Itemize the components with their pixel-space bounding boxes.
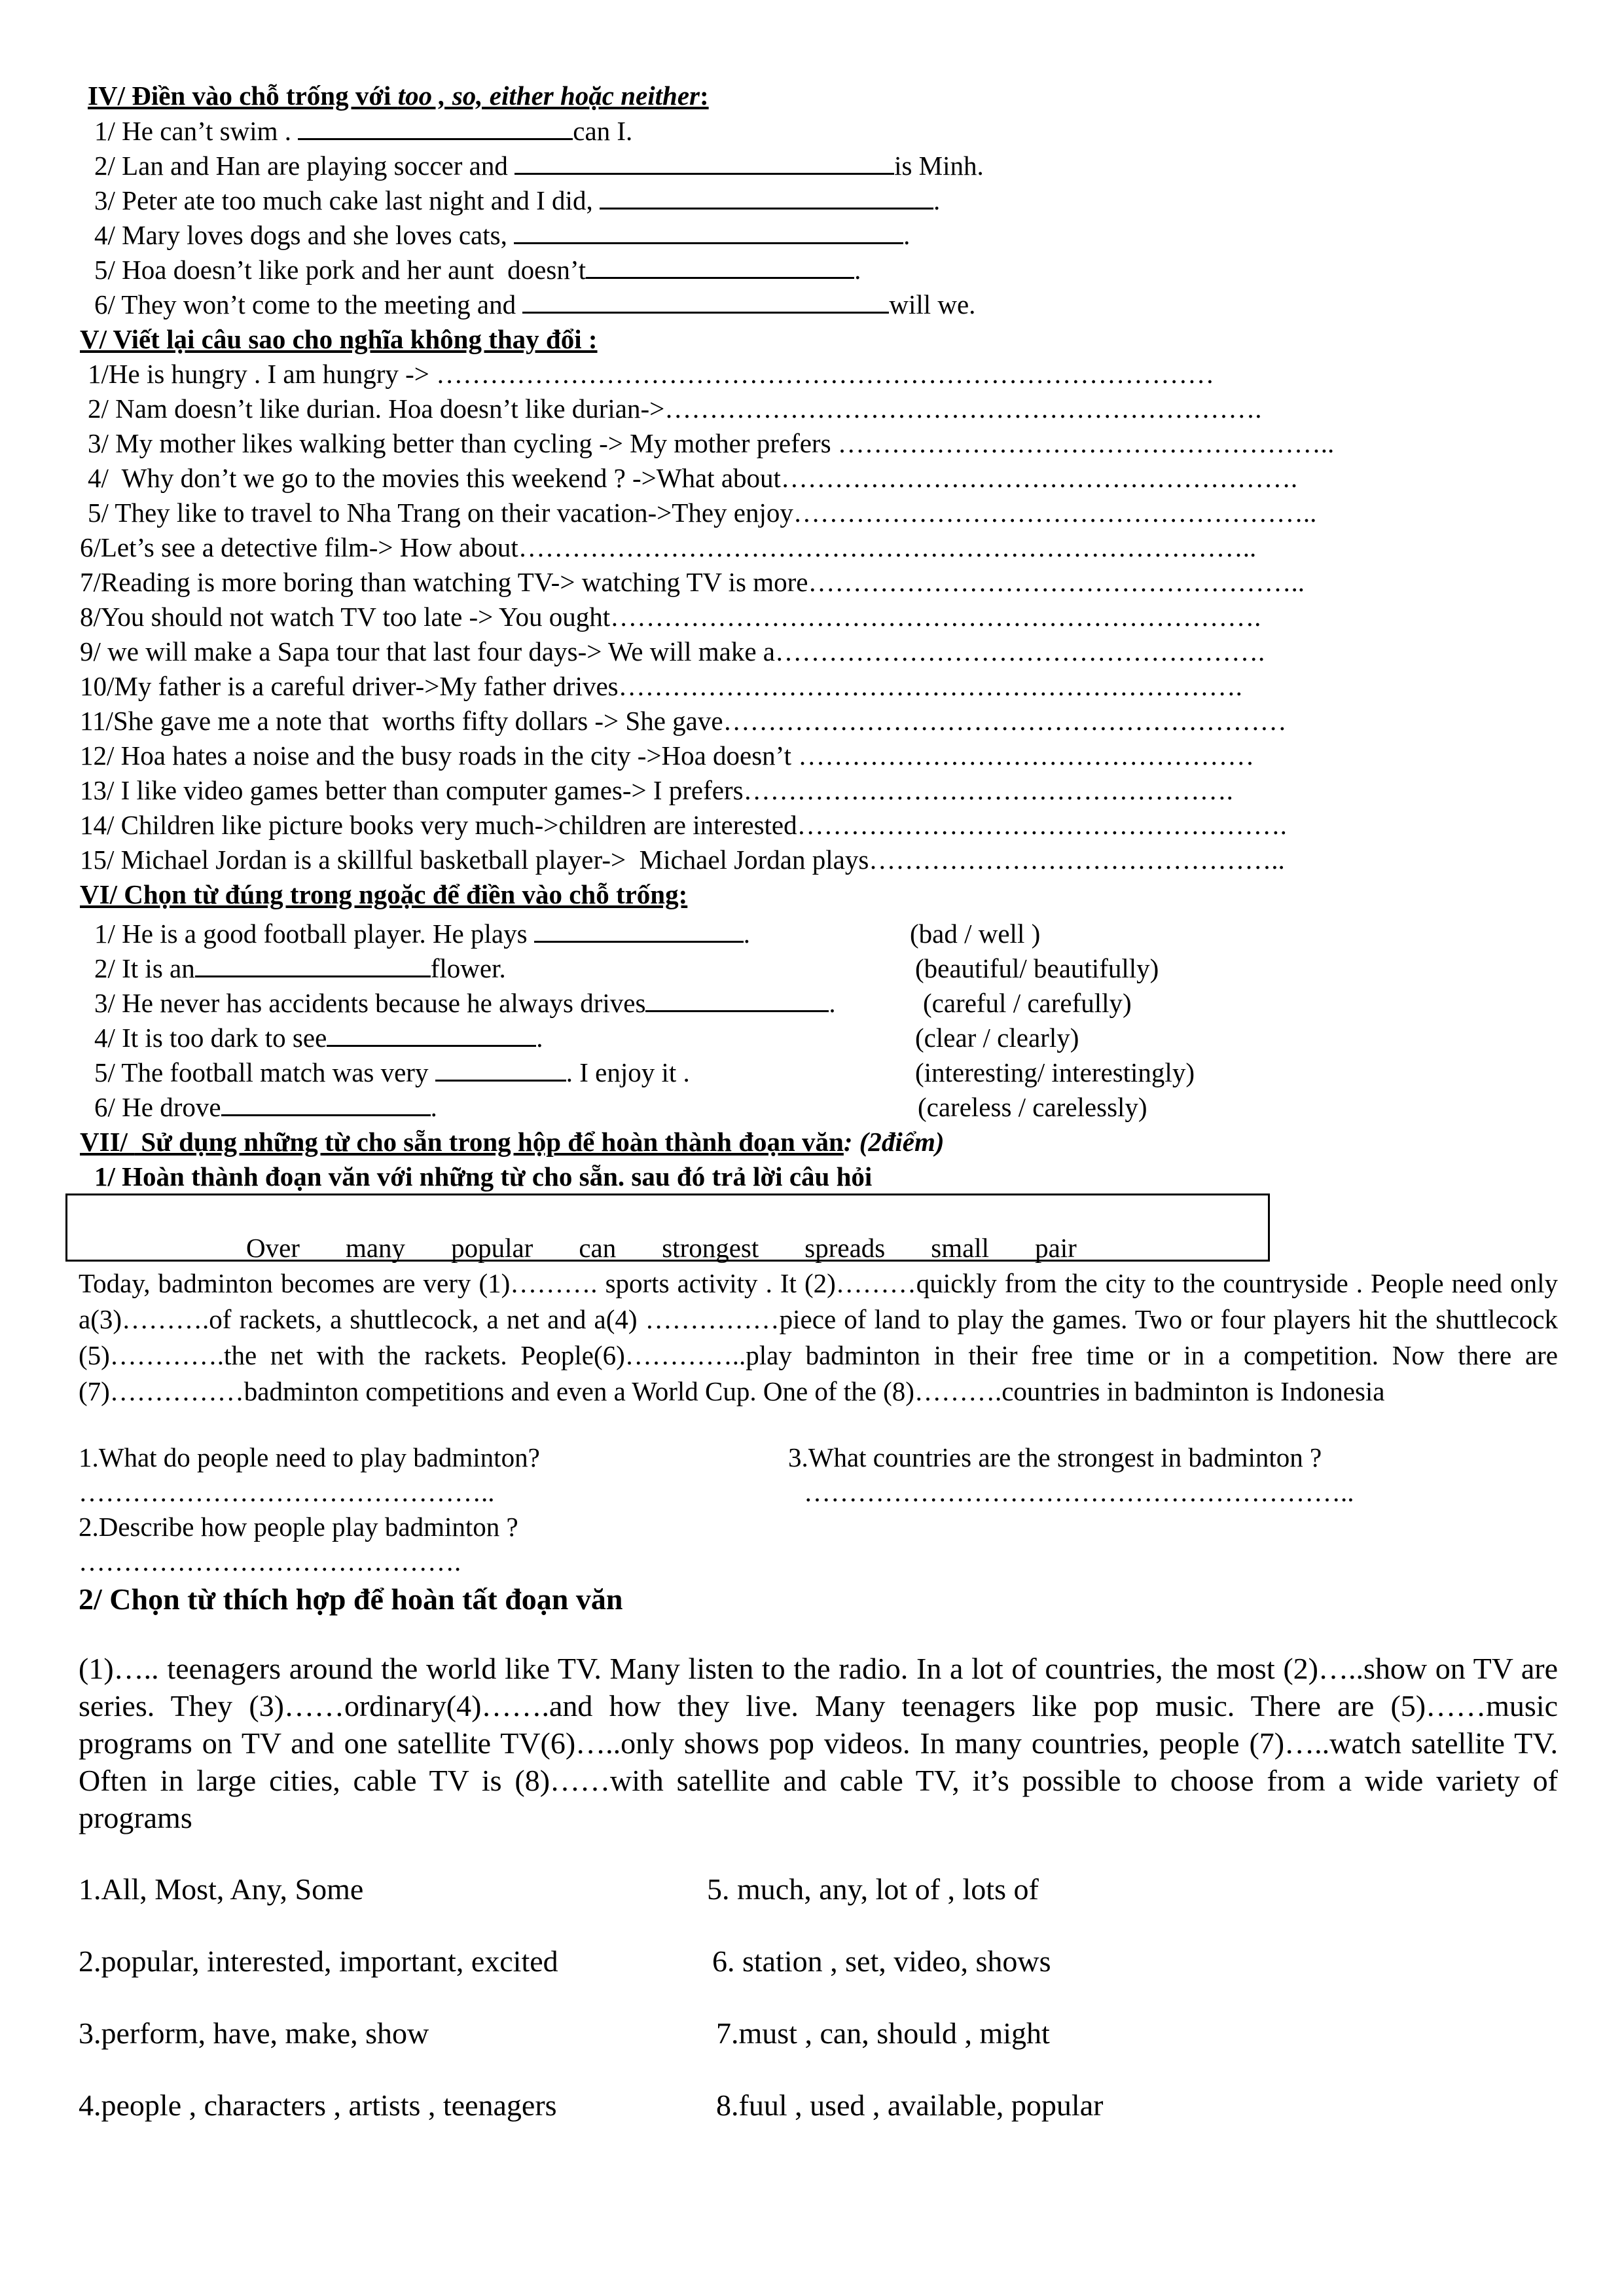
answer-blank[interactable] [221, 1092, 431, 1116]
word-bank-item: can [579, 1233, 617, 1263]
badminton-passage: Today, badminton becomes are very (1)………. sports activity . It (2)………quickly from the city to the countryside . People need only a(3)……….of rackets, a shuttlecock, a net and a(4) ……………piece of land to play the games. Two or four players hit the shuttlecock (5)………….the net with the rackets. People(6)…………..play badminton in their free time or in a competition. Now there are (7)……………badminton competitions and even a World Cup. One of the (8)……….countries in badminton is Indonesia [79, 1268, 1558, 1406]
answer-line-2: ……………………………………. [79, 1546, 461, 1576]
option-row: 1.All, Most, Any, Some [79, 1872, 364, 1906]
section-vi-heading: VI/ Chọn từ đúng trong ngoặc để điền vào chỗ trống: [80, 879, 688, 909]
answer-blank[interactable] [514, 151, 894, 175]
question-1: 1.What do people need to play badminton? [79, 1442, 540, 1472]
choice-item: 6/ He drove . [94, 1092, 437, 1122]
rewrite-item: 2/ Nam doesn’t like durian. Hoa doesn’t like durian->…………………………………………………………. [88, 393, 1262, 424]
rewrite-item: 6/Let’s see a detective film-> How about……………………………………………………………………….. [80, 532, 1257, 562]
tv-passage: (1)….. teenagers around the world like TV. Many listen to the radio. In a lot of countries, the most (2)…..show on TV are series. They (3)……ordinary(4)…….and how they live. Many teenagers like pop music. There are (5)……music programs on TV and one satellite TV(6)…..only shows pop videos. In many countries, people (7)…..watch satellite TV. Often in large cities, cable TV is (8)……with satellite and cable TV, it’s possible to choose from a wide variety of programs [79, 1652, 1558, 1834]
rewrite-item: 5/ They like to travel to Nha Trang on their vacation->They enjoy………………………………………………….. [88, 498, 1317, 528]
answer-blank[interactable] [195, 953, 431, 977]
answer-blank[interactable] [522, 289, 889, 314]
option-row: 5. much, any, lot of , lots of [707, 1872, 1039, 1906]
rewrite-item: 7/Reading is more boring than watching TV-> watching TV is more……………………………………………….. [80, 567, 1305, 597]
word-bank-item: pair [1035, 1233, 1077, 1263]
answer-blank[interactable] [534, 919, 744, 943]
word-bank-item: small [931, 1233, 990, 1263]
answer-blank[interactable] [645, 988, 829, 1012]
word-bank-item: spreads [804, 1233, 886, 1263]
choice-options: (interesting/ interestingly) [915, 1057, 1195, 1087]
rewrite-item: 1/He is hungry . I am hungry -> …………………………………………………………………………… [88, 359, 1215, 389]
choice-options: (careless / carelessly) [918, 1092, 1147, 1122]
choice-options: (beautiful/ beautifully) [915, 953, 1159, 983]
answer-blank[interactable] [600, 185, 933, 210]
section-vii-heading: VII/ Sử dụng những từ cho sẵn trong hộp để hoàn thành đoạn văn: (2điểm) [80, 1127, 945, 1157]
option-row: 7.must , can, should , might [716, 2016, 1050, 2050]
choice-options: (bad / well ) [910, 919, 1041, 949]
answer-blank[interactable] [514, 220, 903, 244]
word-bank-item: Over [246, 1233, 300, 1263]
word-bank-item: strongest [662, 1233, 759, 1263]
answer-line-1: ……………………………………….. [79, 1477, 495, 1507]
rewrite-item: 8/You should not watch TV too late -> You ought………………………………………………………………. [80, 602, 1261, 632]
rewrite-item: 4/ Why don’t we go to the movies this weekend ? ->What about…………………………………………………. [88, 463, 1298, 493]
choice-item: 3/ He never has accidents because he always drives . [94, 988, 836, 1018]
question-3: 3.What countries are the strongest in badminton ? [788, 1442, 1322, 1472]
rewrite-item: 13/ I like video games better than computer games-> I prefers………………………………………………. [80, 775, 1233, 805]
answer-blank[interactable] [586, 255, 854, 279]
option-row: 6. station , set, video, shows [712, 1944, 1051, 1978]
section-vii-subheading: 1/ Hoàn thành đoạn văn với những từ cho sẵn. sau đó trả lời câu hỏi [94, 1161, 873, 1192]
option-row: 4.people , characters , artists , teenagers [79, 2088, 557, 2122]
answer-blank[interactable] [298, 116, 573, 140]
rewrite-item: 15/ Michael Jordan is a skillful basketball player-> Michael Jordan plays……………………………………….. [80, 845, 1285, 875]
word-bank-item: popular [451, 1233, 533, 1263]
answer-line-3: …………………………………………………….. [804, 1477, 1354, 1507]
rewrite-item: 12/ Hoa hates a noise and the busy roads in the city ->Hoa doesn’t …………………………………………… [80, 740, 1255, 771]
question-2: 2.Describe how people play badminton ? [79, 1512, 518, 1542]
choice-item: 1/ He is a good football player. He plays . [94, 919, 751, 949]
rewrite-item: 10/My father is a careful driver->My father drives……………………………………………………………. [80, 671, 1242, 701]
exercise-item: 6/ They won’t come to the meeting and will we. [94, 289, 976, 319]
rewrite-item: 11/She gave me a note that worths fifty dollars -> She gave……………………………………………………… [80, 706, 1287, 736]
choice-item: 2/ It is an flower. [94, 953, 506, 983]
option-row: 8.fuul , used , available, popular [716, 2088, 1104, 2122]
option-row: 2.popular, interested, important, excited [79, 1944, 558, 1978]
section-iv-heading: IV/ Điền vào chỗ trống với too , so, either hoặc neither: [88, 81, 709, 111]
choice-item: 4/ It is too dark to see . [94, 1023, 543, 1053]
section-v-heading: V/ Viết lại câu sao cho nghĩa không thay đổi : [80, 324, 598, 354]
exercise-item: 2/ Lan and Han are playing soccer and is Minh. [94, 151, 984, 181]
word-bank [246, 1231, 1123, 1265]
rewrite-item: 14/ Children like picture books very much->children are interested………………………………………………. [80, 810, 1287, 840]
part-2-heading: 2/ Chọn từ thích hợp để hoàn tất đoạn văn [79, 1582, 623, 1616]
word-bank-item: many [345, 1233, 406, 1263]
answer-blank[interactable] [327, 1023, 536, 1047]
choice-options: (clear / clearly) [915, 1023, 1079, 1053]
option-row: 3.perform, have, make, show [79, 2016, 429, 2050]
exercise-item: 4/ Mary loves dogs and she loves cats, . [94, 220, 911, 250]
exercise-item: 3/ Peter ate too much cake last night and I did, . [94, 185, 941, 215]
choice-item: 5/ The football match was very . I enjoy it . [94, 1057, 690, 1087]
answer-blank[interactable] [435, 1057, 566, 1082]
exercise-item: 1/ He can’t swim . can I. [94, 116, 633, 146]
rewrite-item: 9/ we will make a Sapa tour that last four days-> We will make a………………………………………………. [80, 636, 1265, 666]
rewrite-item: 3/ My mother likes walking better than cycling -> My mother prefers ……………………………………………….. [88, 428, 1335, 458]
choice-options: (careful / carefully) [923, 988, 1132, 1018]
exercise-item: 5/ Hoa doesn’t like pork and her aunt doesn’t . [94, 255, 861, 285]
